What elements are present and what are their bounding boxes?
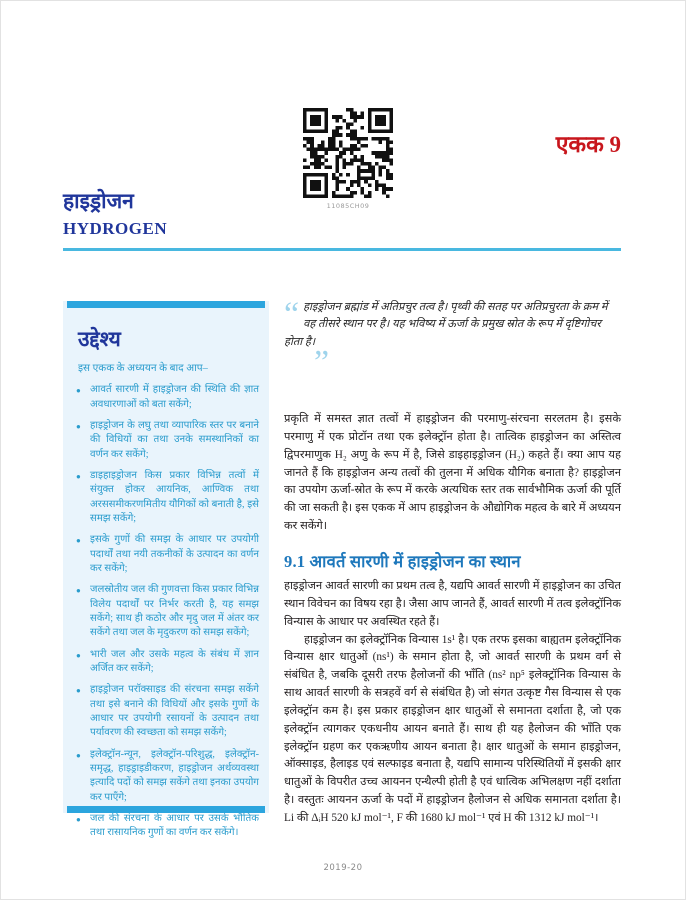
qr-caption: 11085CH09 bbox=[326, 202, 370, 210]
chapter-title-hindi: हाइड्रोजन bbox=[63, 189, 134, 213]
bullet-icon: ● bbox=[76, 650, 81, 660]
objective-text: आवर्त सारणी में हाइड्रोजन की स्थिति की ज्ञात अवधारणाओं को बता सकेंगे; bbox=[90, 384, 259, 410]
objective-text: भारी जल और उसके महत्व के संबंध में ज्ञान अर्जित कर सकेंगे; bbox=[90, 648, 259, 674]
objective-text: इसके गुणों की समझ के आधार पर उपयोगी पदार्थों तथा नयी तकनीकों के उत्पादन का वर्णन कर सकेंगे; bbox=[90, 534, 259, 575]
unit-number: एकक 9 bbox=[555, 132, 621, 157]
objective-text: डाइहाइड्रोजन किस प्रकार विभिन्न तत्वों में संयुक्त होकर आयनिक, आण्विक तथा अरससमीकरणमितीय यौगिकों को बनाती है, इसे समझ सकेंगे; bbox=[90, 470, 259, 525]
objective-item bbox=[76, 748, 259, 805]
epigraph-quote bbox=[284, 296, 621, 382]
objectives-heading: उद्देश्य bbox=[78, 327, 121, 351]
objective-item bbox=[76, 533, 259, 576]
bullet-icon: ● bbox=[76, 750, 81, 760]
objective-item bbox=[76, 812, 259, 841]
page-footer-year: 2019-20 bbox=[323, 863, 363, 873]
bullet-icon: ● bbox=[76, 472, 81, 482]
objective-text: हाइड्रोजन के लघु तथा व्यापारिक स्तर पर बनाने की विधियों का तथा उनके समस्थानिकों का वर्णन कर सकेंगे; bbox=[90, 420, 259, 460]
objective-text: जल की संरचना के आधार पर उसके भौतिक तथा रासायनिक गुणों का वर्णन कर सकेंगे। bbox=[90, 812, 259, 839]
section-paragraph-1: हाइड्रोजन आवर्त सारणी का प्रथम तत्व है, यद्यपि आवर्त सारणी में हाइड्रोजन का उचित स्थान विवेचन का विषय रहा है। जैसा आप जानते हैं, आवर्त सारणी में तत्व इलेक्ट्रॉनिक विन्यास के आधार पर अवस्थित रहते हैं। bbox=[284, 579, 621, 628]
section-heading-9-1: 9.1 आवर्त सारणी में हाइड्रोजन का स्थान bbox=[284, 551, 521, 571]
objective-text: इलेक्ट्रॉन-न्यून, इलेक्ट्रॉन-परिशुद्ध, इलेक्ट्रॉन-समृद्ध, हाइड्राइडीकरण, हाइड्रोजन अर्थव्यवस्था इत्यादि पदों को समझ सकेंगे तथा इनका उपयोग कर पाएँगे; bbox=[90, 748, 259, 803]
objectives-box bbox=[63, 301, 269, 839]
bullet-icon: ● bbox=[76, 586, 81, 596]
qr-code-icon bbox=[302, 108, 394, 198]
bullet-icon: ● bbox=[76, 814, 81, 824]
chapter-title-english: HYDROGEN bbox=[63, 219, 168, 238]
objective-item bbox=[76, 469, 259, 526]
open-quote-icon: “ bbox=[284, 296, 300, 333]
close-quote-icon: ” bbox=[314, 344, 330, 382]
objective-item bbox=[76, 583, 259, 640]
bullet-icon: ● bbox=[76, 686, 81, 696]
objective-item bbox=[76, 683, 259, 740]
objectives-intro: इस एकक के अध्ययन के बाद आप– bbox=[78, 363, 208, 374]
objective-item bbox=[76, 648, 259, 677]
quote-text: हाइड्रोजन ब्रह्मांड में अतिप्रचुर तत्व है। पृथ्वी की सतह पर अतिप्रचुरता के क्रम में वह तीसरे स्थान पर है। यह भविष्य में ऊर्जा के प्रमुख स्रोत के रूप में दृष्टिगोचर होता है। bbox=[284, 301, 608, 348]
main-column bbox=[284, 296, 621, 828]
qr-block bbox=[300, 108, 396, 210]
header-divider bbox=[63, 248, 621, 251]
intro-paragraph: प्रकृति में समस्त ज्ञात तत्वों में हाइड्रोजन की परमाणु-संरचना सरलतम है। इसके परमाणु में एक प्रोटॉन तथा एक इलेक्ट्रॉन होता है। तात्विक हाइड्रोजन का अस्तित्व द्विपरमाणुक H₂ अणु के रूप में है, जिसे डाइहाइड्रोजन (H₂) कहते हैं। क्या आप यह जानते हैं कि हाइड्रोजन अन्य तत्वों की तुलना में अधिक यौगिक बनाता है? हाइड्रोजन का उपयोग ऊर्जा-स्रोत के रूप में करके अत्यधिक स्तर तक सार्वभौमिक ऊर्जा की पूर्ति की जा सकती है। इस एकक में आप हाइड्रोजन के औद्योगिक महत्व के बारे में अध्ययन कर सकेंगे। bbox=[284, 413, 621, 533]
section-paragraph-2: हाइड्रोजन का इलेक्ट्रॉनिक विन्यास 1s¹ है। एक तरफ इसका बाह्यतम इलेक्ट्रॉनिक विन्यास क्षार धातुओं (ns¹) के समान होता है, जो आवर्त सारणी के प्रथम वर्ग से संबंधित है, जबकि दूसरी तरफ हैलोजनों की भाँति (ns² np⁵ इलेक्ट्रॉनिक विन्यास के साथ आवर्त सारणी के सत्रहवें वर्ग से संबंधित है) जो संगत उत्कृष्ट गैस विन्यास से एक इलेक्ट्रॉन कम है। इस प्रकार हाइड्रोजन क्षार धातुओं से समानता दर्शाता है, जो एक इलेक्ट्रॉन त्यागकर एकधनीय आयन बनाते हैं। साथ ही यह हैलोजन की भाँति एक इलेक्ट्रॉन ग्रहण कर एकऋणीय आयन बनाता है। क्षार धातुओं के समान हाइड्रोजन, ऑक्साइड, हैलाइड एवं सल्फाइड बनाता है, यद्यपि सामान्य परिस्थितियों में इसकी क्षार धातुओं के विपरीत उच्च आयनन एन्थैल्पी होती है एवं धात्विक अभिलक्षण नहीं दर्शाता है। वस्तुतः आयनन ऊर्जा के पदों में हाइड्रोजन हैलोजन से अधिक समानता दर्शाता है। Li की ΔᵢH 520 kJ mol⁻¹, F की 1680 kJ mol⁻¹ एवं H की 1312 kJ mol⁻¹। bbox=[284, 633, 621, 824]
bullet-icon: ● bbox=[76, 386, 81, 396]
objective-text: जलस्रोतीय जल की गुणवत्ता किस प्रकार विभिन्न विलेय पदार्थों पर निर्भर करती है, यह समझ सकेंगे; साथ ही कठोर और मृदु जल में अंतर कर सकेंगे तथा जल के मृदुकरण को समझ सकेंगे; bbox=[90, 584, 259, 639]
objective-item bbox=[76, 419, 259, 462]
objective-text: हाइड्रोजन परॉक्साइड की संरचना समझ सकेंगे तथा इसे बनाने की विधियों और इसके गुणों के आधार पर उपयोगी रसायनों के उत्पादन तथा पर्यावरण की स्वच्छता को समझ सकेंगे; bbox=[90, 684, 259, 739]
bullet-icon: ● bbox=[76, 536, 81, 546]
objective-item bbox=[76, 383, 259, 412]
bullet-icon: ● bbox=[76, 422, 81, 432]
